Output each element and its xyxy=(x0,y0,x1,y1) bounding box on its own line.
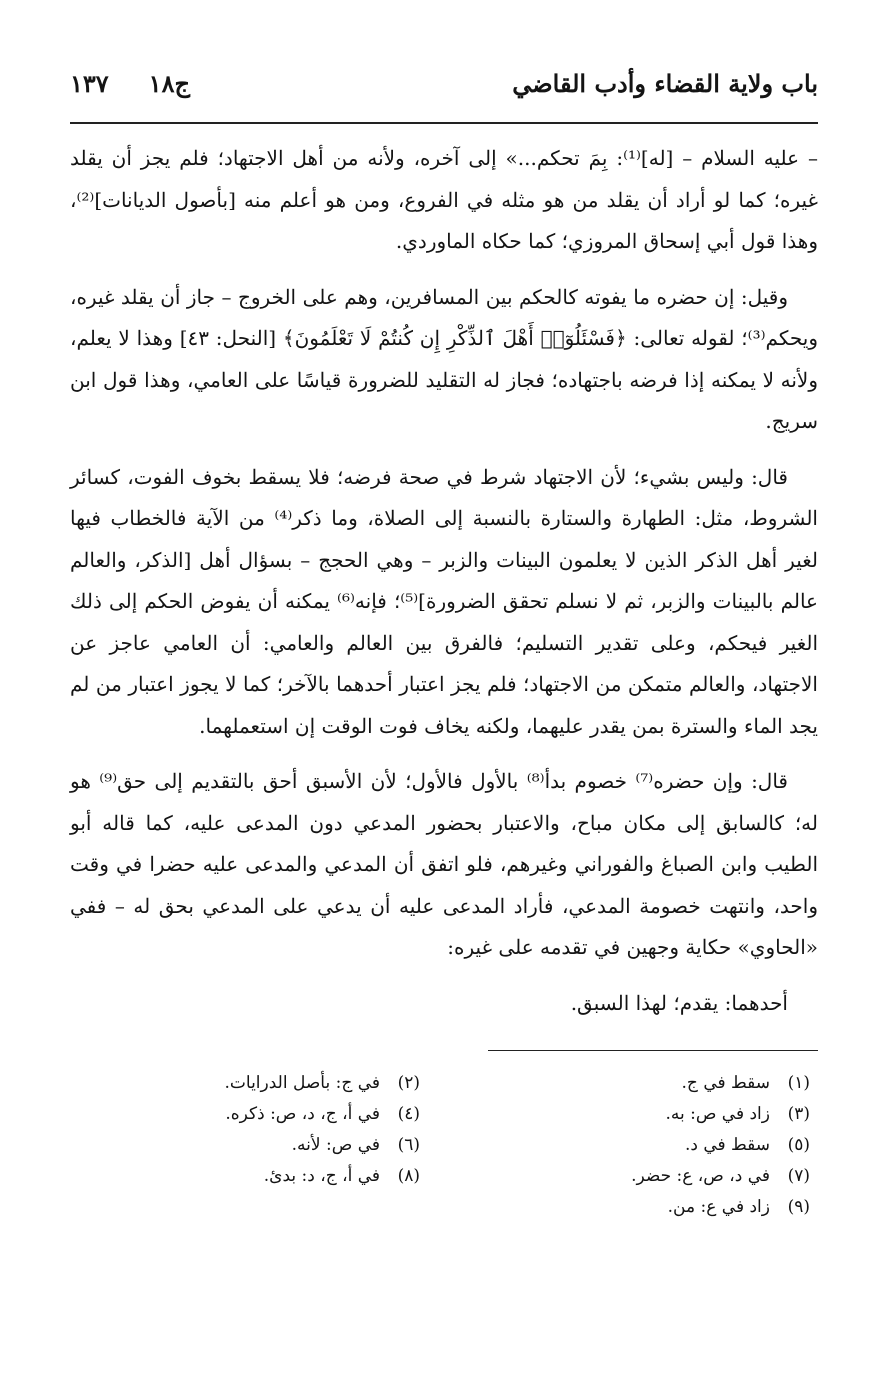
page-number: ١٣٧ xyxy=(70,69,109,98)
running-title: باب ولاية القضاء وأدب القاضي xyxy=(512,69,818,98)
paragraph: – عليه السلام – [له]⁽¹⁾: بِمَ تحكم...» إلى آخره، ولأنه من أهل الاجتهاد؛ فلم يجز أن يقلد غيره؛ كما لو أراد أن يقلد من هو مثله في الفروع، ومن هو أعلم منه [بأصول الديانات]⁽²⁾، وهذا قول أبي إسحاق المروزي؛ كما حكاه الماوردي. xyxy=(70,146,818,253)
footnote: (٣)زاد في ص: به. xyxy=(665,1104,810,1124)
footnote: (٢)في ج: بأصل الدرايات. xyxy=(224,1073,420,1093)
footnote: (١)سقط في ج. xyxy=(681,1073,810,1093)
footnote: (٤)في أ، ج، د، ص: ذكره. xyxy=(225,1104,420,1124)
paragraph: أحدهما: يقدم؛ لهذا السبق. xyxy=(570,990,788,1015)
footnote: (٦)في ص: لأنه. xyxy=(291,1135,420,1155)
paragraph: قال: وليس بشيء؛ لأن الاجتهاد شرط في صحة فرضه؛ فلا يسقط بخوف الفوت، كسائر الشروط، مثل: الطهارة والستارة بالنسبة إلى الصلاة، وما ذكر⁽⁴⁾ من الآية فالخطاب فيها لغير أهل الذكر الذين لا يعلمون البينات والزبر – وهي الحجج – بسؤال أهل [الذكر، والعالم عالم بالبينات والزبر، ثم لا نسلم تحقق الضرورة]⁽⁵⁾؛ فإنه⁽⁶⁾ يمكنه أن يفوض الحكم إلى ذلك الغير فيحكم، وعلى تقدير التسليم؛ فالفرق بين العالم والعامي: أن العامي عاجز عن الاجتهاد، والعالم متمكن من الاجتهاد؛ فلم يجز اعتبار أحدهما بالآخر؛ كما لا يجوز اعتبار من لم يجد الماء والسترة بمن يقدر عليهما، ولكنه يخاف فوت الوقت إن استعملهما. xyxy=(70,464,818,738)
footnote: (٥)سقط في د. xyxy=(684,1135,810,1155)
footnote-rule xyxy=(488,1050,818,1051)
paragraph: قال: وإن حضره⁽⁷⁾ خصوم بدأ⁽⁸⁾ بالأول فالأول؛ لأن الأسبق أحق بالتقديم إلى حق⁽⁹⁾ هو له؛ كالسابق إلى مكان مباح، والاعتبار بحضور المدعي دون المدعى عليه، كما قاله أبو الطيب وابن الصباغ والفوراني وغيرهم، فلو اتفق أن المدعي والمدعى عليه حضرا في وقت واحد، وانتهت خصومة المدعي، فأراد المدعى عليه أن يدعي على المدعي بحق له – ففي «الحاوي» حكاية وجهين في تقدمه على غيره: xyxy=(70,769,818,959)
header-rule xyxy=(70,122,818,124)
footnote: (٧)في د، ص، ع: حضر. xyxy=(631,1166,810,1186)
book-page xyxy=(70,60,818,1222)
volume-label: ج١٨ xyxy=(148,69,190,98)
footnotes xyxy=(70,1069,818,1222)
footnote: (٨)في أ، ج، د: بدئ. xyxy=(263,1166,420,1186)
main-text xyxy=(70,138,818,1024)
footnote: (٩)زاد في ع: من. xyxy=(667,1197,810,1217)
paragraph: وقيل: إن حضره ما يفوته كالحكم بين المسافرين، وهم على الخروج – جاز أن يقلد غيره، ويحكم⁽³⁾؛ لقوله تعالى: ﴿فَسْئَلُوٓا۟ أَهْلَ ٱلذِّكْرِ إِن كُنتُمْ لَا تَعْلَمُونَ﴾ [النحل: ٤٣] وهذا لا يعلم، ولأنه لا يمكنه إذا فرضه باجتهاده؛ فجاز له التقليد للضرورة قياسًا على العامي، وهذا قول ابن سريج. xyxy=(70,284,818,433)
page-header xyxy=(70,60,818,108)
